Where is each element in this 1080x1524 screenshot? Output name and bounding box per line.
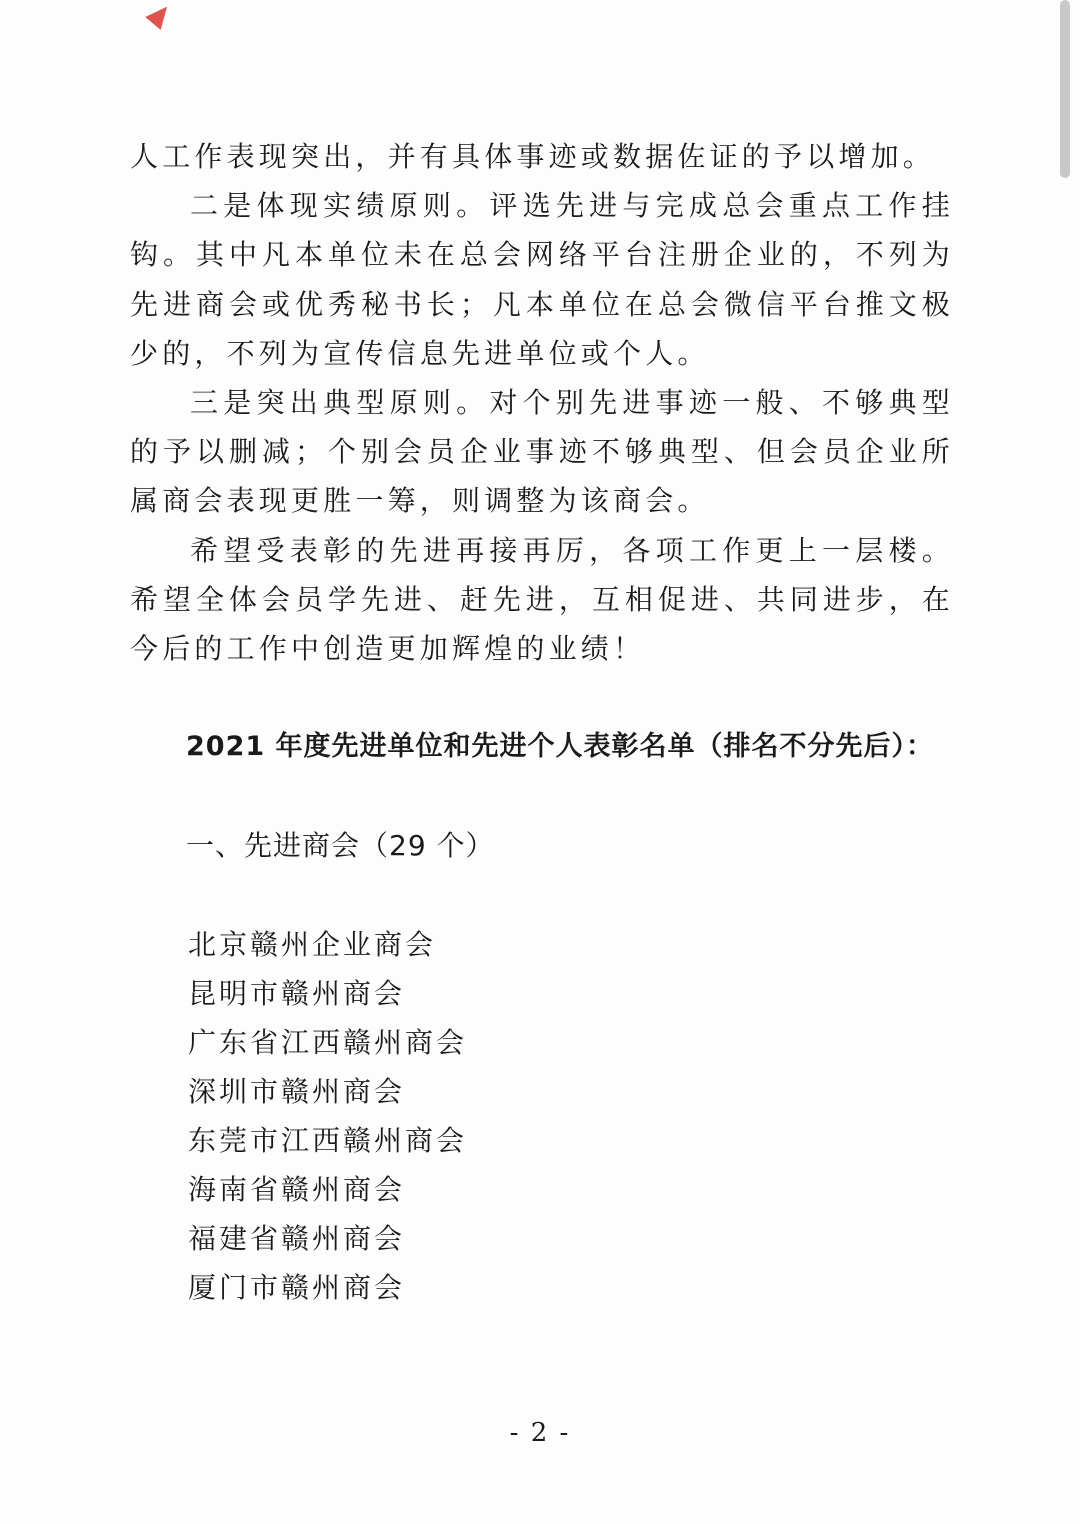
body-text	[130, 132, 954, 673]
scrollbar-thumb[interactable]	[1060, 0, 1070, 178]
paragraph-continuation: 人工作表现突出，并有具体事迹或数据佐证的予以增加。	[130, 140, 936, 173]
chamber-list	[188, 920, 467, 1312]
page-number: - 2 -	[509, 1418, 571, 1448]
list-item: 昆明市赣州商会	[188, 977, 406, 1010]
award-list-title: 2021 年度先进单位和先进个人表彰名单（排名不分先后）：	[186, 731, 935, 762]
list-item: 厦门市赣州商会	[188, 1271, 406, 1304]
section-title-advanced-chambers: 一、先进商会（29 个）	[186, 829, 495, 862]
list-item: 东莞市江西赣州商会	[188, 1124, 468, 1157]
list-item: 福建省赣州商会	[188, 1222, 406, 1255]
list-item: 深圳市赣州商会	[188, 1075, 406, 1108]
list-item: 海南省赣州商会	[188, 1173, 406, 1206]
red-corner-mark	[145, 0, 174, 30]
paragraph-typical-principle: 三是突出典型原则。对个别先进事迹一般、不够典型的予以删减；个别会员企业事迹不够典型、但会员企业所属商会表现更胜一筹，则调整为该商会。	[130, 386, 954, 518]
list-item: 广东省江西赣州商会	[188, 1026, 468, 1059]
paragraph-closing-wish: 希望受表彰的先进再接再厉，各项工作更上一层楼。希望全体会员学先进、赶先进，互相促进、共同进步，在今后的工作中创造更加辉煌的业绩！	[130, 533, 954, 666]
list-item: 北京赣州企业商会	[188, 928, 437, 961]
paragraph-performance-principle: 二是体现实绩原则。评选先进与完成总会重点工作挂钩。其中凡本单位未在总会网络平台注册企业的，不列为先进商会或优秀秘书长；凡本单位在总会微信平台推文极少的，不列为宣传信息先进单位或个人。	[130, 189, 954, 370]
